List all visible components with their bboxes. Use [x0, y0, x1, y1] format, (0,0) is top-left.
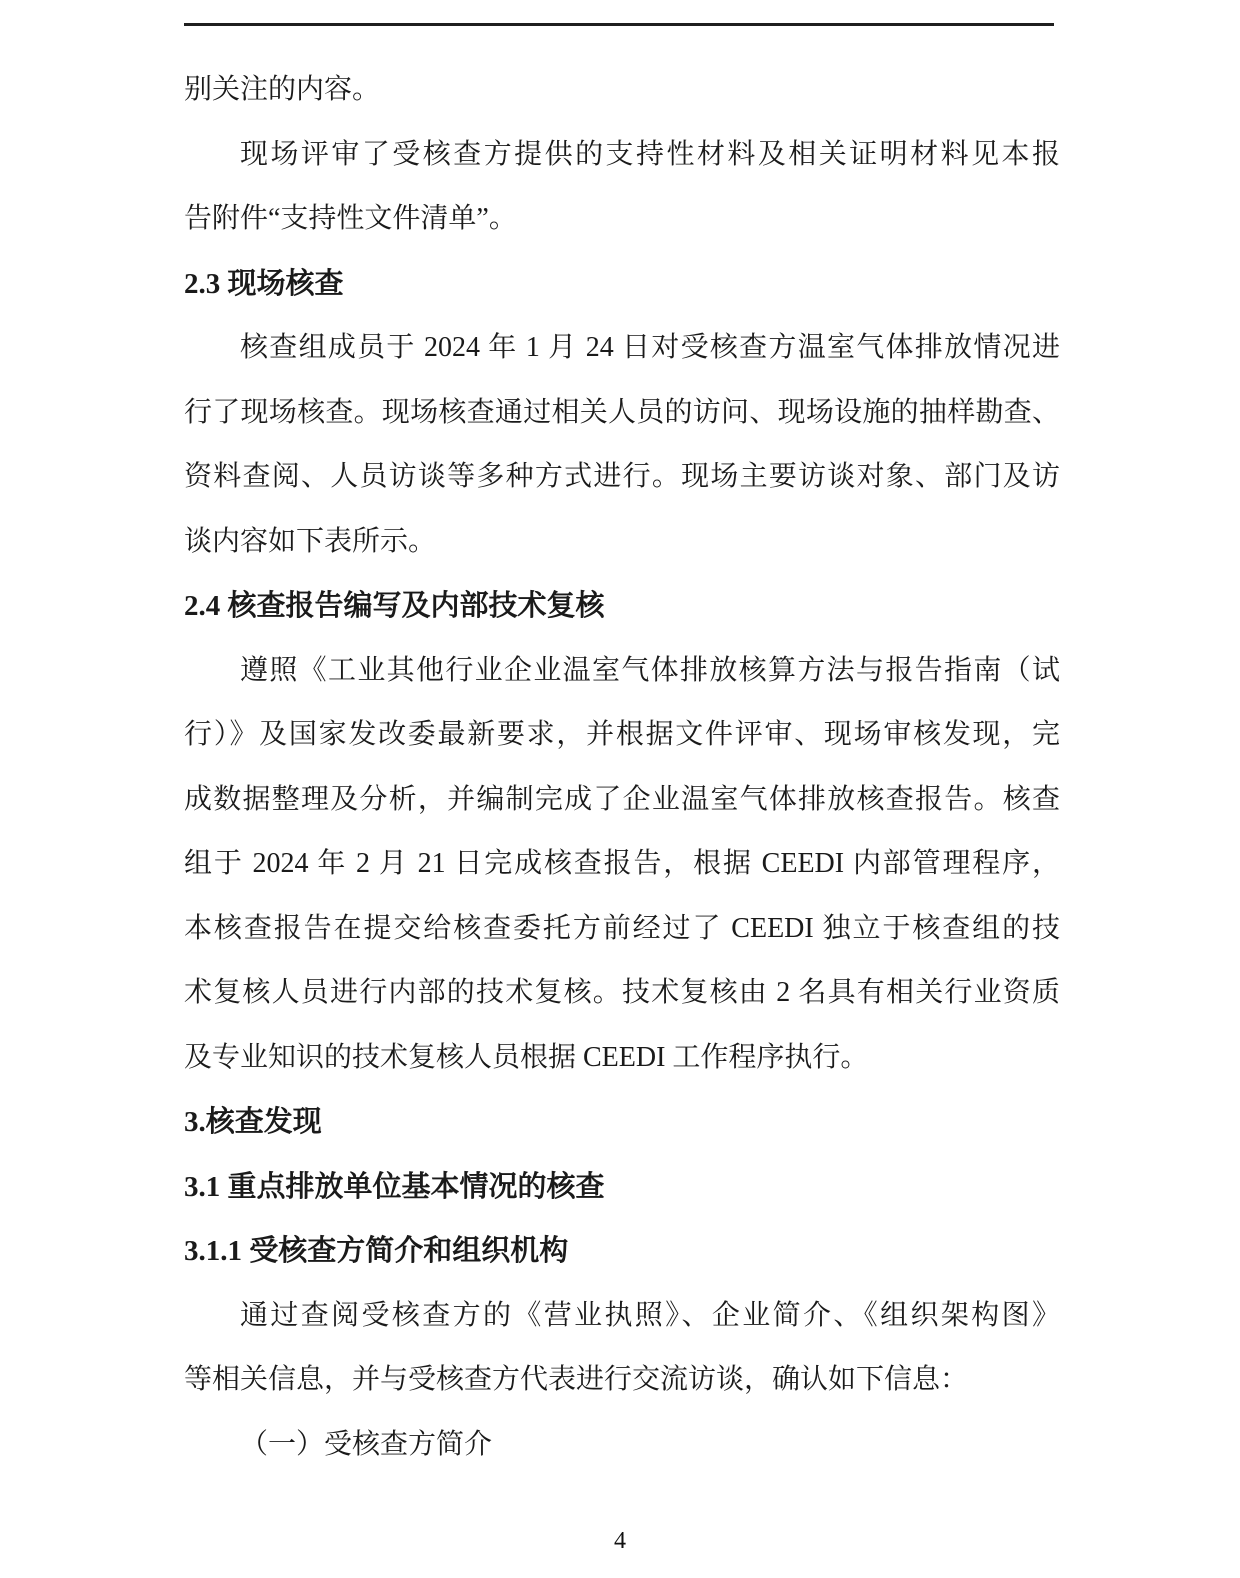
para-report-writing-line-3: 成数据整理及分析，并编制完成了企业温室气体排放核查报告。核查 — [184, 783, 1060, 815]
para-review-documents-line-1: 通过查阅受核查方的《营业执照》、企业简介、《组织架构图》 — [240, 1299, 1060, 1331]
heading-3-findings: 3.核查发现 — [184, 1106, 322, 1138]
heading-3-1-basic-info-verification: 3.1 重点排放单位基本情况的核查 — [184, 1170, 605, 1203]
para-review-documents-line-2: 等相关信息，并与受核查方代表进行交流访谈，确认如下信息： — [184, 1364, 969, 1395]
para-report-writing-line-2: 行）》及国家发改委最新要求，并根据文件评审、现场审核发现，完 — [184, 719, 1060, 750]
header-rule — [184, 23, 1054, 26]
para-report-writing-line-6: 术复核人员进行内部的技术复核。技术复核由 2 名具有相关行业资质 — [184, 977, 1060, 1008]
para-onsite-verification-line-1: 核查组成员于 2024 年 1 月 24 日对受核查方温室气体排放情况进 — [240, 332, 1060, 363]
para-report-writing-line-5: 本核查报告在提交给核查委托方前经过了 CEEDI 独立于核查组的技 — [184, 912, 1060, 944]
heading-2-3-onsite-verification: 2.3 现场核查 — [184, 267, 344, 300]
para-item-1-verified-party-intro: （一）受核查方简介 — [240, 1428, 493, 1460]
heading-3-1-1-intro-organization: 3.1.1 受核查方简介和组织机构 — [184, 1235, 569, 1267]
para-onsite-review-line-1: 现场评审了受核查方提供的支持性材料及相关证明材料见本报 — [240, 138, 1060, 170]
page-number: 4 — [614, 1528, 626, 1554]
para-report-writing-line-1: 遵照《工业其他行业企业温室气体排放核算方法与报告指南（试 — [240, 654, 1060, 686]
para-onsite-verification-line-3: 资料查阅、人员访谈等多种方式进行。现场主要访谈对象、部门及访 — [184, 461, 1060, 492]
document-body — [184, 58, 1060, 1477]
para-onsite-review-line-2: 告附件“支持性文件清单”。 — [184, 203, 517, 234]
para-report-writing-line-7: 及专业知识的技术复核人员根据 CEEDI 工作程序执行。 — [184, 1041, 869, 1073]
para-special-attention-end: 别关注的内容。 — [184, 74, 381, 105]
para-onsite-verification-line-4: 谈内容如下表所示。 — [184, 525, 437, 557]
para-report-writing-line-4: 组于 2024 年 2 月 21 日完成核查报告，根据 CEEDI 内部管理程序， — [184, 848, 1060, 879]
heading-2-4-report-writing-review: 2.4 核查报告编写及内部技术复核 — [184, 590, 605, 622]
para-onsite-verification-line-2: 行了现场核查。现场核查通过相关人员的访问、现场设施的抽样勘查、 — [184, 396, 1060, 428]
